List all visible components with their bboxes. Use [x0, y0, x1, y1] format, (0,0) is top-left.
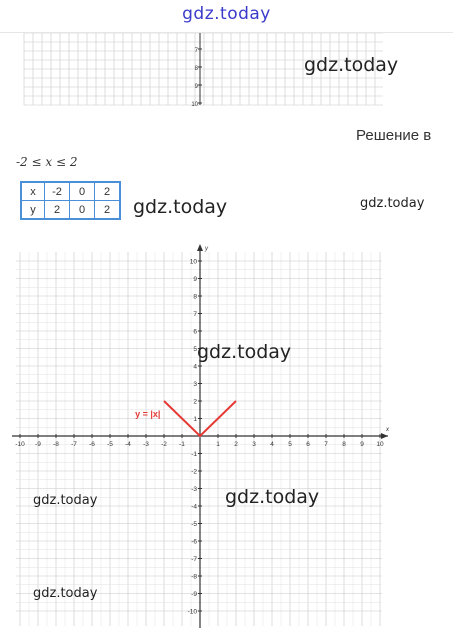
x-tick-label: 8	[342, 441, 346, 448]
x-tick-label: 6	[306, 441, 310, 448]
x-tick-label: -10	[15, 441, 25, 448]
y-tick-label: -8	[191, 573, 197, 581]
x-tick-label: -6	[89, 441, 95, 448]
y-axis-arrow	[197, 244, 203, 251]
table-cell: -2	[45, 182, 70, 201]
y-tick-label: 8	[194, 66, 198, 72]
y-tick-label: 6	[193, 328, 197, 336]
y-tick-label: 10	[191, 102, 198, 108]
x-tick-label: 5	[288, 441, 292, 448]
x-tick-label: -5	[107, 441, 113, 448]
series-label: y = |x|	[135, 408, 161, 419]
y-tick-label: 9	[193, 276, 197, 283]
y-tick-label: 2	[193, 398, 197, 406]
x-tick-label: -1	[179, 441, 185, 448]
table-cell: 0	[70, 182, 95, 201]
y-tick-label: -3	[191, 486, 197, 493]
y-tick-label: -1	[191, 451, 197, 458]
y-tick-label: 5	[193, 346, 197, 353]
y-tick-label: -4	[191, 503, 197, 511]
x-tick-label: 3	[252, 441, 256, 448]
coordinate-plane	[0, 240, 453, 644]
x-tick-label: 4	[270, 441, 274, 448]
watermark-grid-bottom-left: gdz.today	[33, 586, 98, 601]
y-tick-label: -9	[191, 591, 197, 598]
x-tick-label: -4	[125, 441, 131, 448]
x-tick-label: 7	[324, 441, 328, 448]
value-table	[20, 181, 121, 220]
table-row-label: x	[21, 182, 45, 201]
solution-heading: Решение в	[356, 127, 432, 144]
table-cell: 2	[45, 201, 70, 220]
y-tick-label: 3	[193, 381, 197, 388]
x-axis-label: x	[386, 427, 389, 433]
y-tick-label: 7	[194, 48, 198, 54]
y-tick-label: 10	[189, 258, 197, 266]
table-cell: 0	[70, 201, 95, 220]
x-tick-label: 1	[216, 441, 220, 448]
site-logo[interactable]: gdz.today	[182, 4, 271, 24]
x-tick-label: 2	[234, 441, 238, 448]
table-row-label: y	[21, 201, 45, 220]
x-tick-label: -2	[161, 441, 167, 448]
x-tick-label: -8	[53, 441, 59, 448]
x-axis-arrow	[381, 433, 388, 439]
x-tick-label: -3	[143, 441, 149, 448]
y-tick-label: 8	[193, 293, 197, 301]
y-tick-label: 9	[194, 84, 198, 90]
watermark-table-right: gdz.today	[133, 196, 228, 218]
y-tick-label: -7	[191, 556, 197, 563]
domain-condition: -2 ≤ x ≤ 2	[16, 155, 78, 169]
table-cell: 2	[95, 182, 121, 201]
watermark-right-small: gdz.today	[360, 196, 425, 211]
y-tick-label: -2	[191, 468, 197, 476]
watermark-grid-lower-left: gdz.today	[33, 493, 98, 508]
watermark-grid-lower-right: gdz.today	[225, 486, 320, 508]
x-tick-label: 10	[376, 441, 384, 448]
y-tick-label: -10	[187, 608, 197, 616]
watermark-grid-center: gdz.today	[197, 341, 292, 363]
x-tick-label: 9	[360, 441, 364, 448]
y-tick-label: -5	[191, 521, 197, 528]
y-tick-label: 4	[193, 363, 197, 371]
x-tick-label: -9	[35, 441, 41, 448]
table-row	[21, 201, 120, 220]
y-tick-label: -6	[191, 538, 197, 546]
table-row	[21, 182, 120, 201]
y-tick-label: 7	[193, 311, 197, 318]
watermark-top-right: gdz.today	[304, 54, 399, 76]
y-axis-label: y	[205, 246, 208, 252]
table-cell: 2	[95, 201, 121, 220]
x-tick-label: -7	[71, 441, 77, 448]
y-tick-label: 1	[193, 416, 197, 423]
